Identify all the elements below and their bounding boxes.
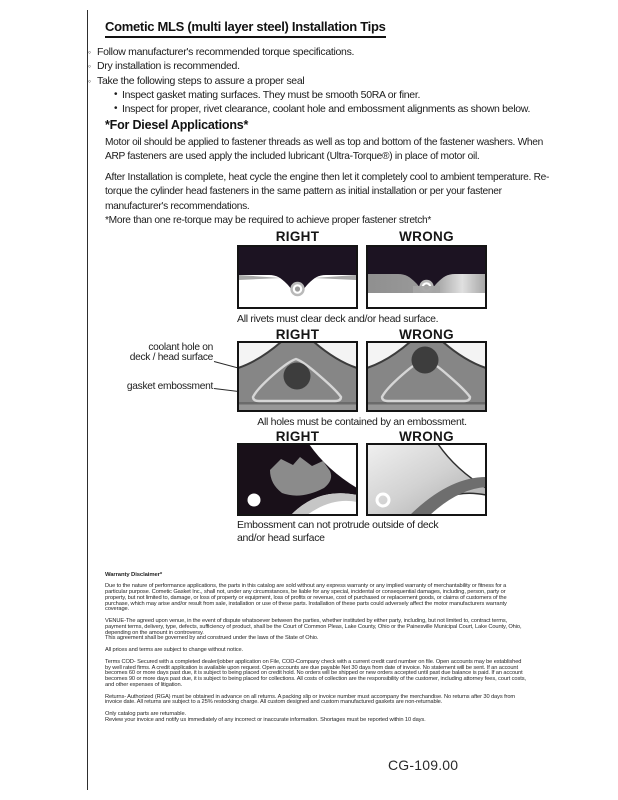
bullet-item xyxy=(88,45,566,59)
rivet-right-diagram xyxy=(237,245,358,309)
page-title: Cometic MLS (multi layer steel) Installation Tips xyxy=(105,19,386,38)
rivets-right-label: RIGHT xyxy=(275,229,320,244)
protrude-wrong-diagram xyxy=(366,443,487,516)
open-bullet-icon: ◦ xyxy=(88,47,91,57)
retorque-note: *More than one re-torque may be required to achieve proper fastener stretch* xyxy=(105,215,432,226)
page-code: CG-109.00 xyxy=(388,757,459,773)
sub-bullet-item xyxy=(114,88,566,102)
bullet-text: Follow manufacturer's recommended torque specifications. xyxy=(97,46,355,58)
warranty-paragraph-1: Due to the nature of performance applications, the parts in this catalog are sold without any express warranty or any implied warranty of merchantability or fitness for a particular purpose. Cometic Gasket Inc., shall not, under any circumstances, be liable for any special, incidental or consequential damages, including, person, party or property, but not limited to, damage, or loss of property or equipment, loss of profits or revenue, cost of purchased or replacement goods, or claims of customers of the purchase, which may arise and/or result from sale, installation or use of these parts. Installation of these parts could adversely affect the motor manufacturers warranty coverage. xyxy=(105,583,507,613)
rivet-wrong-diagram xyxy=(366,245,487,309)
warranty-paragraph-invoice: Review your invoice and notify us immediately of any incorrect or inaccurate information. Shortages must be reported within 10 days. xyxy=(105,716,426,723)
bullet-item xyxy=(88,74,566,88)
diesel-section-heading: *For Diesel Applications* xyxy=(105,118,249,132)
rivet-wrong-illustration xyxy=(366,245,487,309)
coolant-hole-label: coolant hole on deck / head surface xyxy=(129,342,213,363)
diesel-paragraph-2: After Installation is complete, heat cycle the engine then let it completely cool to ambient temperature. Re-torque the cylinder head fasteners in the same pattern as initial installation or per your fastener manufacturer's recommendations. xyxy=(105,172,550,212)
gasket-embossment-label: gasket embossment xyxy=(126,381,213,392)
holes-wrong-illustration xyxy=(366,341,487,412)
rivets-caption: All rivets must clear deck and/or head surface. xyxy=(237,313,439,325)
warranty-paragraph-governed: This agreement shall be governed by and construed under the laws of the State of Ohio. xyxy=(105,635,319,642)
protrude-right-diagram xyxy=(237,443,358,516)
open-bullet-icon: ◦ xyxy=(88,61,91,72)
protrude-caption-line2: and/or head surface xyxy=(237,532,325,544)
diesel-paragraph-1: Motor oil should be applied to fastener threads as well as top and bottom of the fastener washers. When ARP fasteners are used apply the included lubricant (Ultra-Torque®) in place of motor oil. xyxy=(105,137,543,163)
warranty-disclaimer-block xyxy=(105,573,526,730)
protrude-caption-line1: Embossment can not protrude outside of deck xyxy=(237,519,439,531)
warranty-paragraph-venue: VENUE-The agreed upon venue, in the event of dispute whatsoever between the parties, whether instituted by either party, including, but not limited to, contract terms, payment terms, delivery, type, defects, sufficiency of product, shall be the Court of Common Pleas, Lake County, Ohio or the Painesville Municipal Court, Lake County, Ohio, depending on the amount in controversy. xyxy=(105,618,522,636)
bullet-text: Take the following steps to assure a proper seal xyxy=(97,74,305,87)
holes-right-diagram xyxy=(237,341,358,412)
holes-wrong-diagram xyxy=(366,341,487,412)
protrude-wrong-label: WRONG xyxy=(399,429,454,444)
sub-bullet-item xyxy=(114,102,566,116)
warranty-paragraph-prices: All prices and terms are subject to change without notice. xyxy=(105,647,244,653)
bullet-item xyxy=(88,59,566,73)
holes-caption: All holes must be contained by an embossment. xyxy=(257,416,467,428)
left-margin-rule xyxy=(87,10,88,790)
protrude-wrong-illustration xyxy=(366,443,487,516)
tips-bullet-list xyxy=(88,45,566,116)
open-bullet-icon: ◦ xyxy=(88,75,91,86)
filled-bullet-icon: • xyxy=(114,88,118,100)
rivet-right-illustration xyxy=(237,245,358,309)
protrude-right-illustration xyxy=(237,443,358,516)
filled-bullet-icon: • xyxy=(114,103,118,115)
holes-right-label: RIGHT xyxy=(275,327,320,342)
warranty-heading: Warranty Disclaimer* xyxy=(105,572,163,578)
protrude-right-label: RIGHT xyxy=(275,429,320,444)
bullet-text: Inspect for proper, rivet clearance, coolant hole and embossment alignments as shown below. xyxy=(122,103,531,116)
holes-wrong-label: WRONG xyxy=(399,327,454,342)
rivets-wrong-label: WRONG xyxy=(399,229,454,244)
holes-right-illustration xyxy=(237,341,358,412)
bullet-text: Dry installation is recommended. xyxy=(97,60,240,73)
warranty-paragraph-catalog: Only catalog parts are returnable. xyxy=(105,711,187,717)
warranty-paragraph-returns: Returns- Authorized (RGA) must be obtained in advance on all returns. A packing slip or invoice number must accompany the merchandise. No returns after 30 days from invoice date. All returns are subject to a 25% restocking charge. All custom designed and custom manufactured gaskets are non-returnable. xyxy=(105,693,516,706)
bullet-text: Inspect gasket mating surfaces. They must be smooth 50RA or finer. xyxy=(122,88,421,101)
warranty-paragraph-terms: Terms COD- Secured with a completed dealer/jobber application on File, COD-Company check with a current credit card number on file. Open accounts may be established by well rated firms. A credit application is available upon request. Open accounts are due payable Net 30 days from date of invoice. No statement will be sent. If an account becomes 60 or more days past due, it is subject to being placed on credit hold. No orders will be shipped or new orders accepted until past due balance is paid. If an account becomes 90 or more days past due, it is subject to being placed for collections. All costs of collection are the responsibility of the customer, including attorney fees, court costs, and other expenses of litigation. xyxy=(105,658,526,688)
